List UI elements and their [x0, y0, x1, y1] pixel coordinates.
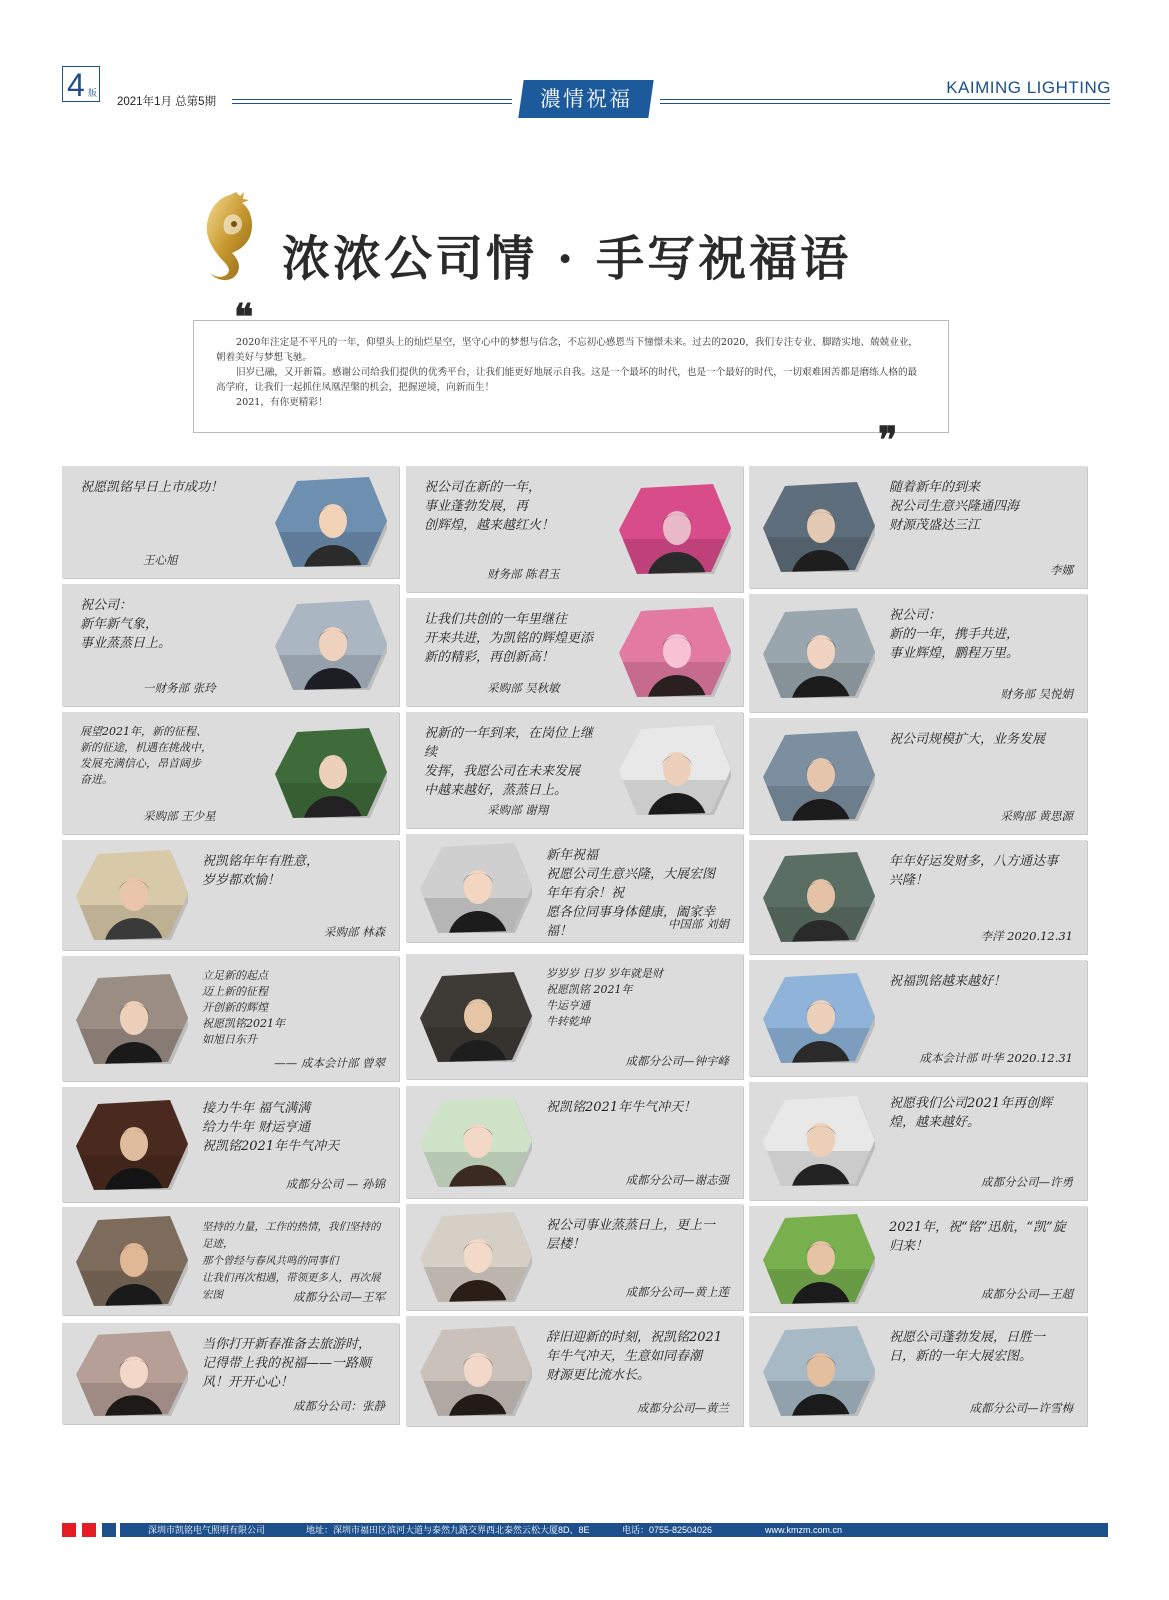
- signature: 成都分公司 — 孙锦: [285, 1177, 385, 1191]
- handwritten-message: 祝新的一年到来，在岗位上继续 发挥，我愿公司在未来发展 中越来越好，蒸蒸日上。: [424, 726, 594, 798]
- header-rule-right: [660, 99, 1110, 100]
- page-title: 浓浓公司情 · 手写祝福语: [282, 231, 852, 287]
- page-number-box: [62, 66, 100, 102]
- blessing-card: [406, 1086, 743, 1198]
- portrait-photo: [76, 1216, 188, 1306]
- handwritten-message: 辞旧迎新的时刻，祝凯铭2021年牛气冲天，生意如同春潮 财源更比流水长。: [546, 1330, 723, 1383]
- intro-paragraph: 2020年注定是不平凡的一年，仰望头上的灿烂星空，坚守心中的梦想与信念，不忘初心感恩当下憧憬未来。过去的2020，我们专注专业、脚踏实地、兢兢业业，朝着美好与梦想飞驰。: [216, 337, 919, 363]
- signature: 成都分公司—黄上莲: [625, 1285, 729, 1299]
- handwritten-message: 年年好运发财多，八方通达事兴隆！: [889, 854, 1059, 888]
- signature: 成都分公司：张静: [293, 1399, 385, 1413]
- blessing-card: [62, 584, 399, 706]
- blessing-card: [406, 1316, 743, 1426]
- open-quote-mark: ❝: [234, 296, 254, 338]
- blessing-card: [749, 594, 1087, 712]
- portrait-photo: [619, 725, 731, 815]
- handwritten-message: 祝福凯铭越来越好！: [889, 974, 1007, 989]
- golden-mascot-logo: [198, 186, 268, 286]
- intro-paragraph: 2021，有你更精彩！: [236, 397, 328, 408]
- blessing-card: [749, 840, 1087, 954]
- signature: —— 成本会计部 曾翠: [274, 1056, 385, 1070]
- footer-address: 地址：深圳市福田区滨河大道与泰然九路交界西北泰然云松大厦8D、8E: [306, 1525, 590, 1535]
- handwritten-message: 当你打开新春准备去旅游时， 记得带上我的祝福——一路顺风！开开心心！: [202, 1337, 372, 1390]
- footer-red-square: [62, 1523, 76, 1537]
- blessing-card: [62, 840, 399, 950]
- portrait-photo: [763, 482, 875, 572]
- page-header: [0, 0, 1169, 130]
- close-quote-mark: ❞: [878, 419, 898, 461]
- blessing-card: [62, 956, 399, 1081]
- handwritten-message: 立足新的起点 迈上新的征程 开创新的辉煌 祝愿凯铭2021年 如旭日东升: [202, 969, 285, 1046]
- blessing-card: [406, 598, 743, 706]
- portrait-photo: [763, 1214, 875, 1304]
- footer-phone: 电话：0755-82504026: [622, 1525, 713, 1535]
- intro-box: [193, 320, 949, 433]
- portrait-photo: [76, 850, 188, 940]
- blessing-card: [62, 1323, 399, 1424]
- portrait-photo: [763, 973, 875, 1063]
- handwritten-message: 新年祝福 祝愿公司生意兴隆，大展宏图年年有余！祝 愿各位同事身体健康，阖家幸福！: [546, 848, 716, 939]
- footer-blue-square: [102, 1523, 116, 1537]
- blessing-card: [749, 718, 1087, 834]
- blessing-card: [406, 834, 743, 942]
- handwritten-message: 2021年，祝“铭”迅航，“凯”旋归来！: [889, 1220, 1066, 1254]
- footer-bar: [120, 1523, 1108, 1537]
- signature: 李洋 2020.12.31: [980, 929, 1073, 943]
- signature: 中国部 刘娟: [667, 917, 729, 931]
- signature: 王心旭: [143, 553, 178, 567]
- handwritten-message: 祝愿我们公司2021年再创辉煌，越来越好。: [889, 1096, 1053, 1130]
- portrait-photo: [420, 1212, 532, 1302]
- signature: 采购部 王少星: [143, 809, 216, 823]
- handwritten-message: 随着新年的到来 祝公司生意兴隆通四海 财源茂盛达三江: [889, 480, 1020, 533]
- portrait-photo: [275, 728, 387, 818]
- blessing-card: [749, 1316, 1087, 1426]
- blessing-card: [749, 960, 1087, 1076]
- footer-red-square: [82, 1523, 96, 1537]
- portrait-photo: [763, 731, 875, 821]
- portrait-photo: [76, 1331, 188, 1416]
- blessing-card: [406, 712, 743, 828]
- signature: 财务部 吴悦娟: [1000, 687, 1073, 701]
- portrait-photo: [619, 484, 731, 574]
- signature: 成都分公司—谢志强: [625, 1173, 729, 1187]
- blessing-card: [749, 1082, 1087, 1200]
- handwritten-message: 展望2021年，新的征程、 新的征途，机遇在挑战中， 发展充满信心，昂首阔步 奋进。: [80, 725, 212, 786]
- portrait-photo: [275, 600, 387, 690]
- handwritten-message: 坚持的力量，工作的热情，我们坚持的足迹， 那个曾经与春风共鸣的同事们 让我们再次相遇，带领更多人，再次展宏图: [202, 1221, 381, 1301]
- signature: 成都分公司—钟宇峰: [625, 1054, 729, 1068]
- signature: 采购部 黄思源: [1000, 809, 1073, 823]
- signature: 成都分公司—王军: [293, 1290, 385, 1304]
- handwritten-message: 祝公司： 新年新气象， 事业蒸蒸日上。: [80, 598, 172, 651]
- footer-company: 深圳市凯铭电气照明有限公司: [148, 1525, 266, 1535]
- handwritten-message: 祝凯铭2021年牛气冲天！: [546, 1100, 697, 1115]
- signature: 一财务部 张玲: [143, 681, 216, 695]
- portrait-photo: [420, 1326, 532, 1416]
- portrait-photo: [76, 1100, 188, 1190]
- signature: 成本会计部 叶华 2020.12.31: [919, 1051, 1073, 1065]
- portrait-photo: [763, 1096, 875, 1186]
- blessing-card: [62, 466, 399, 578]
- handwritten-message: 祝凯铭年年有胜意， 岁岁都欢愉！: [202, 854, 320, 888]
- portrait-photo: [420, 1097, 532, 1187]
- brand-name: KAIMING LIGHTING: [946, 78, 1111, 97]
- portrait-photo: [619, 607, 731, 697]
- handwritten-message: 祝公司： 新的一年，携手共进， 事业辉煌，鹏程万里。: [889, 608, 1020, 661]
- blessing-card: [749, 1206, 1087, 1312]
- blessing-card: [62, 712, 399, 834]
- signature: 李娜: [1050, 563, 1073, 577]
- page-suffix: 版: [87, 88, 97, 98]
- portrait-photo: [420, 972, 532, 1062]
- blessing-card: [406, 1204, 743, 1310]
- header-rule-left: [232, 99, 512, 100]
- header-rule-right-thin: [660, 103, 1110, 104]
- issue-date: 2021年1月 总第5期: [117, 96, 217, 108]
- portrait-photo: [275, 477, 387, 567]
- signature: 成都分公司—黄兰: [637, 1401, 729, 1415]
- header-rule-left-thin: [232, 103, 512, 104]
- blessing-card-grid: [62, 466, 1108, 1456]
- page-footer: [62, 1523, 1108, 1537]
- blessing-card: [749, 466, 1087, 588]
- handwritten-message: 岁岁岁 日岁 岁年就是财 祝愿凯铭 2021年 牛运亨通 牛转乾坤: [546, 967, 663, 1028]
- portrait-photo: [76, 974, 188, 1064]
- blessing-card: [62, 1207, 399, 1315]
- handwritten-message: 让我们共创的一年里继往 开来共进，为凯铭的辉煌更添 新的精彩，再创新高！: [424, 612, 594, 665]
- intro-paragraph: 旧岁已融，又开新篇。感谢公司给我们提供的优秀平台，让我们能更好地展示自我。这是一个最坏的时代，也是一个最好的时代，一切艰难困苦都是磨练人格的最高学府，让我们一起抓住凤凰涅槃的机会，把握逆境，向新而生！: [216, 367, 918, 393]
- handwritten-message: 祝公司事业蒸蒸日上，更上一层楼！: [546, 1218, 716, 1252]
- signature: 采购部 吴秋敏: [487, 681, 560, 695]
- signature: 采购部 林森: [323, 925, 385, 939]
- blessing-card: [62, 1087, 399, 1202]
- portrait-photo: [763, 608, 875, 698]
- signature: 财务部 陈君玉: [487, 567, 560, 581]
- blessing-card: [406, 954, 743, 1079]
- signature: 采购部 谢翔: [487, 803, 549, 817]
- handwritten-message: 接力牛年 福气满满 给力牛年 财运亨通 祝凯铭2021年牛气冲天: [202, 1101, 340, 1154]
- handwritten-message: 祝公司在新的一年， 事业蓬勃发展，再 创辉煌，越来越红火！: [424, 480, 555, 533]
- signature: 成都分公司—许雪梅: [969, 1401, 1073, 1415]
- portrait-photo: [420, 843, 532, 933]
- handwritten-message: 祝愿凯铭早日上市成功！: [80, 480, 224, 495]
- page-number: 4: [67, 67, 85, 103]
- signature: 成都分公司—王超: [981, 1287, 1073, 1301]
- footer-website: www.kmzm.com.cn: [765, 1525, 843, 1535]
- blessing-card: [406, 466, 743, 592]
- portrait-photo: [763, 852, 875, 942]
- section-tag: 濃情祝福: [518, 80, 653, 118]
- handwritten-message: 祝公司规模扩大，业务发展: [889, 732, 1046, 747]
- handwritten-message: 祝愿公司蓬勃发展，日胜一日，新的一年大展宏图。: [889, 1330, 1046, 1364]
- signature: 成都分公司—许勇: [981, 1175, 1073, 1189]
- portrait-photo: [763, 1326, 875, 1416]
